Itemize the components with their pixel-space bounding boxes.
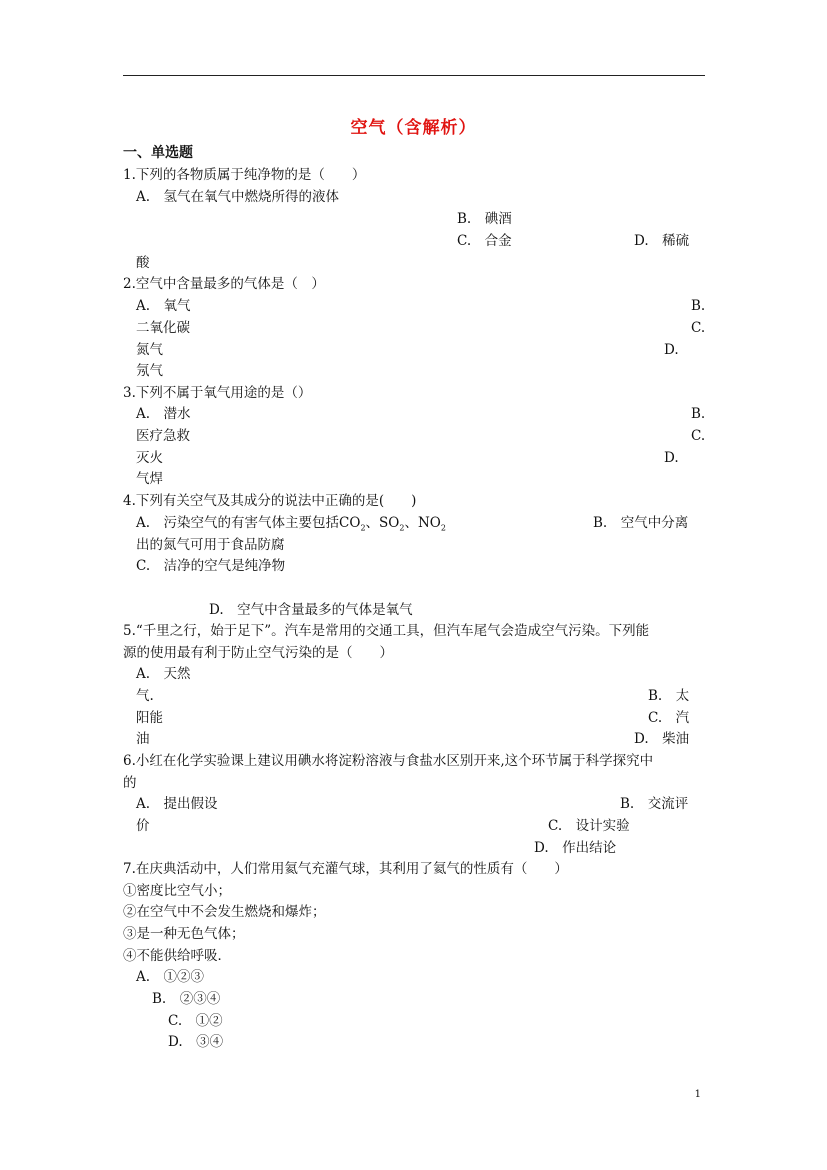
page-title: 空气（含解析） bbox=[350, 118, 477, 138]
q5-option-c: C. 汽 bbox=[648, 710, 690, 726]
q3-stem: 3.下列不属于氧气用途的是（） bbox=[123, 385, 312, 401]
q6-stem: 6.小红在化学实验课上建议用碘水将淀粉溶液与食盐水区别开来,这个环节属于科学探究中 bbox=[123, 753, 654, 769]
q6-option-b-cont: 价 bbox=[136, 818, 150, 834]
q2-stem: 2.空气中含量最多的气体是（ ） bbox=[123, 276, 325, 292]
q1-option-c: C. 合金 bbox=[457, 233, 512, 249]
q6-option-d: D. 作出结论 bbox=[534, 840, 617, 856]
q6-stem-cont: 的 bbox=[123, 775, 137, 791]
q5-stem: 5.“千里之行，始于足下”。汽车是常用的交通工具，但汽车尾气会造成空气污染。下列能 bbox=[123, 623, 650, 639]
q5-option-a-cont: 气. bbox=[136, 688, 154, 704]
q5-option-b-cont: 阳能 bbox=[136, 710, 163, 726]
q2-option-c: 氮气 bbox=[136, 342, 163, 358]
q3-option-c-label: C. bbox=[691, 428, 706, 444]
q1-option-a: A. 氢气在氧气中燃烧所得的液体 bbox=[136, 189, 340, 205]
q7-option-d: D. ③④ bbox=[168, 1034, 224, 1050]
q7-property-4: ④不能供给呼吸． bbox=[123, 948, 231, 964]
q4-option-b: B. 空气中分离 bbox=[593, 515, 689, 531]
q7-property-2: ②在空气中不会发生燃烧和爆炸； bbox=[123, 904, 326, 920]
q3-option-a: A. 潜水 bbox=[136, 406, 191, 422]
q3-option-b: 医疗急救 bbox=[136, 428, 190, 444]
q3-option-c: 灭火 bbox=[136, 450, 163, 466]
q2-option-a: A. 氧气 bbox=[136, 298, 191, 314]
q5-stem-cont: 源的使用最有利于防止空气污染的是（ ） bbox=[123, 645, 393, 661]
q5-option-b: B. 太 bbox=[648, 688, 690, 704]
q2-option-b-label: B. bbox=[691, 298, 706, 314]
q2-option-d: 氖气 bbox=[136, 363, 163, 379]
q5-option-c-cont: 油 bbox=[136, 731, 150, 747]
header-rule bbox=[123, 75, 705, 76]
q4-option-d: D. 空气中含量最多的气体是氧气 bbox=[209, 602, 413, 618]
q7-option-a: A. ①②③ bbox=[136, 969, 205, 985]
q4-option-b-cont: 出的氮气可用于食品防腐 bbox=[136, 537, 285, 553]
q7-option-c: C. ①② bbox=[168, 1013, 223, 1029]
q5-option-a: A. 天然 bbox=[136, 666, 191, 682]
q6-option-c: C. 设计实验 bbox=[548, 818, 630, 834]
q7-property-3: ③是一种无色气体； bbox=[123, 926, 245, 942]
q1-stem: 1.下列的各物质属于纯净物的是（ ） bbox=[123, 167, 366, 183]
q7-option-b: B. ②③④ bbox=[152, 991, 221, 1007]
page-number: 1 bbox=[694, 1089, 701, 1100]
q1-option-d-cont: 酸 bbox=[136, 255, 150, 271]
q1-option-b: B. 碘酒 bbox=[457, 211, 512, 227]
q4-option-a: A. 污染空气的有害气体主要包括$CO_2$、$SO_2$、$NO_2$ bbox=[136, 515, 446, 533]
q6-option-b: B. 交流评 bbox=[620, 796, 689, 812]
q3-option-b-label: B. bbox=[691, 406, 706, 422]
q2-option-c-label: C. bbox=[691, 320, 706, 336]
q3-option-d-label: D. bbox=[664, 450, 679, 466]
q2-option-b: 二氧化碳 bbox=[136, 320, 190, 336]
q7-stem: 7.在庆典活动中，人们常用氦气充灌气球，其利用了氦气的性质有（ ） bbox=[123, 861, 568, 877]
q4-stem: 4.下列有关空气及其成分的说法中正确的是( ) bbox=[123, 493, 417, 509]
q3-option-d: 气焊 bbox=[136, 471, 163, 487]
q1-option-d: D. 稀硫 bbox=[634, 233, 690, 249]
section-heading: 一、单选题 bbox=[123, 145, 193, 161]
q7-property-1: ①密度比空气小； bbox=[123, 883, 231, 899]
q2-option-d-label: D. bbox=[664, 342, 679, 358]
q6-option-a: A. 提出假设 bbox=[136, 796, 218, 812]
q4-option-c: C. 洁净的空气是纯净物 bbox=[136, 558, 286, 574]
q5-option-d: D. 柴油 bbox=[634, 731, 690, 747]
